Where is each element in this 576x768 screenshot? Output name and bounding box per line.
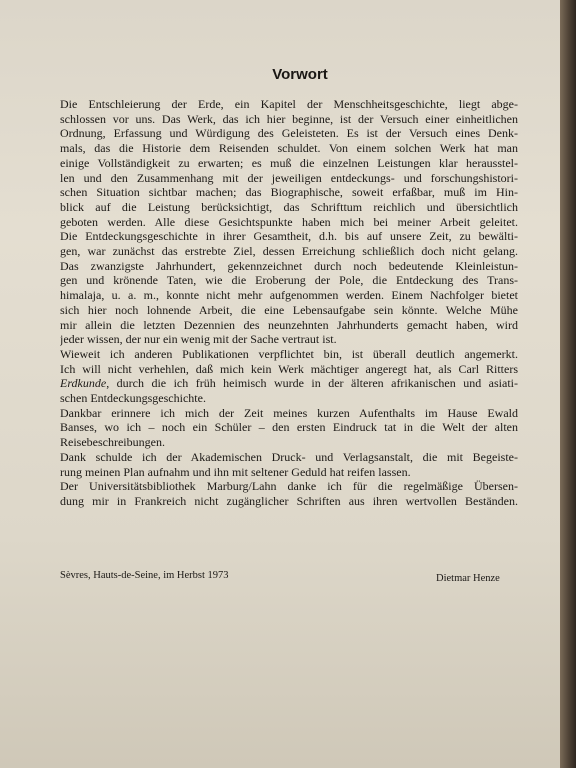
text-line: geboten werden. Alle diese Gesichtspunkte haben mich bei meiner Arbeit geleitet. bbox=[60, 214, 518, 229]
text-line: Dankbar erinnere ich mich der Zeit meines kurzen Aufenthalts im Hause Ewald bbox=[60, 405, 518, 420]
place-date-line: Sèvres, Hauts-de-Seine, im Herbst 1973 bbox=[60, 570, 229, 581]
text-line-rest: , durch die ich früh heimisch wurde in der älteren afrikanischen und asiati- bbox=[106, 376, 518, 391]
author-signature: Dietmar Henze bbox=[436, 573, 500, 584]
text-line bbox=[60, 376, 518, 391]
text-line: Reisebeschreibungen. bbox=[60, 435, 165, 450]
text-line: Die Entdeckungsgeschichte in ihrer Gesamtheit, d.h. bis auf unsere Zeit, zu bewälti- bbox=[60, 229, 518, 244]
text-line: himalaja, u. a. m., konnte nicht mehr aufgenommen werden. Einem Nachfolger bietet bbox=[60, 288, 518, 303]
text-line: jeder wissen, der nur ein wenig mit der Sache vertraut ist. bbox=[60, 332, 337, 347]
book-title-italic: Erdkunde bbox=[60, 376, 107, 391]
text-line: len und den Zusammenhang mit der jeweiligen entdeckungs- und forschungshistori- bbox=[60, 170, 518, 185]
text-line: gen, war zunächst das erstrebte Ziel, dessen Erreichung schließlich doch nicht gelang. bbox=[60, 244, 518, 259]
text-line: schlossen vor uns. Das Werk, das ich hier beginne, ist der Versuch einer einheitlichen bbox=[60, 111, 518, 126]
text-line: Der Universitätsbibliothek Marburg/Lahn danke ich für die regelmäßige Übersen- bbox=[60, 479, 518, 494]
text-line: einige Vollständigkeit zu erwarten; es muß die einzelnen Leistungen klar herausstel- bbox=[60, 155, 518, 170]
text-line: Die Entschleierung der Erde, ein Kapitel der Menschheitsgeschichte, liegt abge- bbox=[60, 97, 518, 111]
text-line: Ich will nicht verhehlen, daß mich kein Werk mächtiger angeregt hat, als Carl Ritters bbox=[60, 361, 518, 376]
text-line: sich hier noch lohnende Arbeit, die eine Lebensaufgabe sein könnte. Welche Mühe bbox=[60, 302, 518, 317]
text-line: dung mir in Frankreich nicht zugänglicher Schriften aus ihren wertvollen Beständen. bbox=[60, 493, 518, 508]
text-line: mir allein die letzten Dezennien des neunzehnten Jahrhunderts gemacht haben, wird bbox=[60, 317, 518, 332]
text-line: Banses, wo ich – noch ein Schüler – den ersten Eindruck tat in die Welt der alten bbox=[60, 420, 518, 435]
text-line: rung meinen Plan aufnahm und ihn mit seltener Geduld hat reifen lassen. bbox=[60, 464, 411, 479]
text-line: Das zwanzigste Jahrhundert, gekennzeichnet durch noch bedeutende Kleinleistun- bbox=[60, 258, 518, 273]
text-line: Dank schulde ich der Akademischen Druck- und Verlagsanstalt, die mit Begeiste- bbox=[60, 449, 518, 464]
book-edge bbox=[560, 0, 576, 768]
text-line: schen Entdeckungsgeschichte. bbox=[60, 391, 206, 406]
page-title: Vorwort bbox=[272, 66, 328, 83]
text-line: gen und krönende Taten, wie die Eroberung der Pole, die Entdeckung des Trans- bbox=[60, 273, 518, 288]
foreword-body bbox=[60, 97, 518, 509]
text-line: blick auf die Leistung berücksichtigt, das Schrifttum reichlich und übersichtlich bbox=[60, 199, 518, 214]
text-line: Wieweit ich anderen Publikationen verpflichtet bin, ist überall deutlich angemerkt. bbox=[60, 346, 518, 361]
text-line: schen Situation sichtbar machen; das Biographische, soweit erfaßbar, muß im Hin- bbox=[60, 185, 518, 200]
text-line: Ordnung, Erfassung und Würdigung des Geleisteten. Es ist der Versuch eines Denk- bbox=[60, 126, 518, 141]
text-line: mals, das die Historie dem Reisenden schuldet. Von einem solchen Werk hat man bbox=[60, 141, 518, 156]
